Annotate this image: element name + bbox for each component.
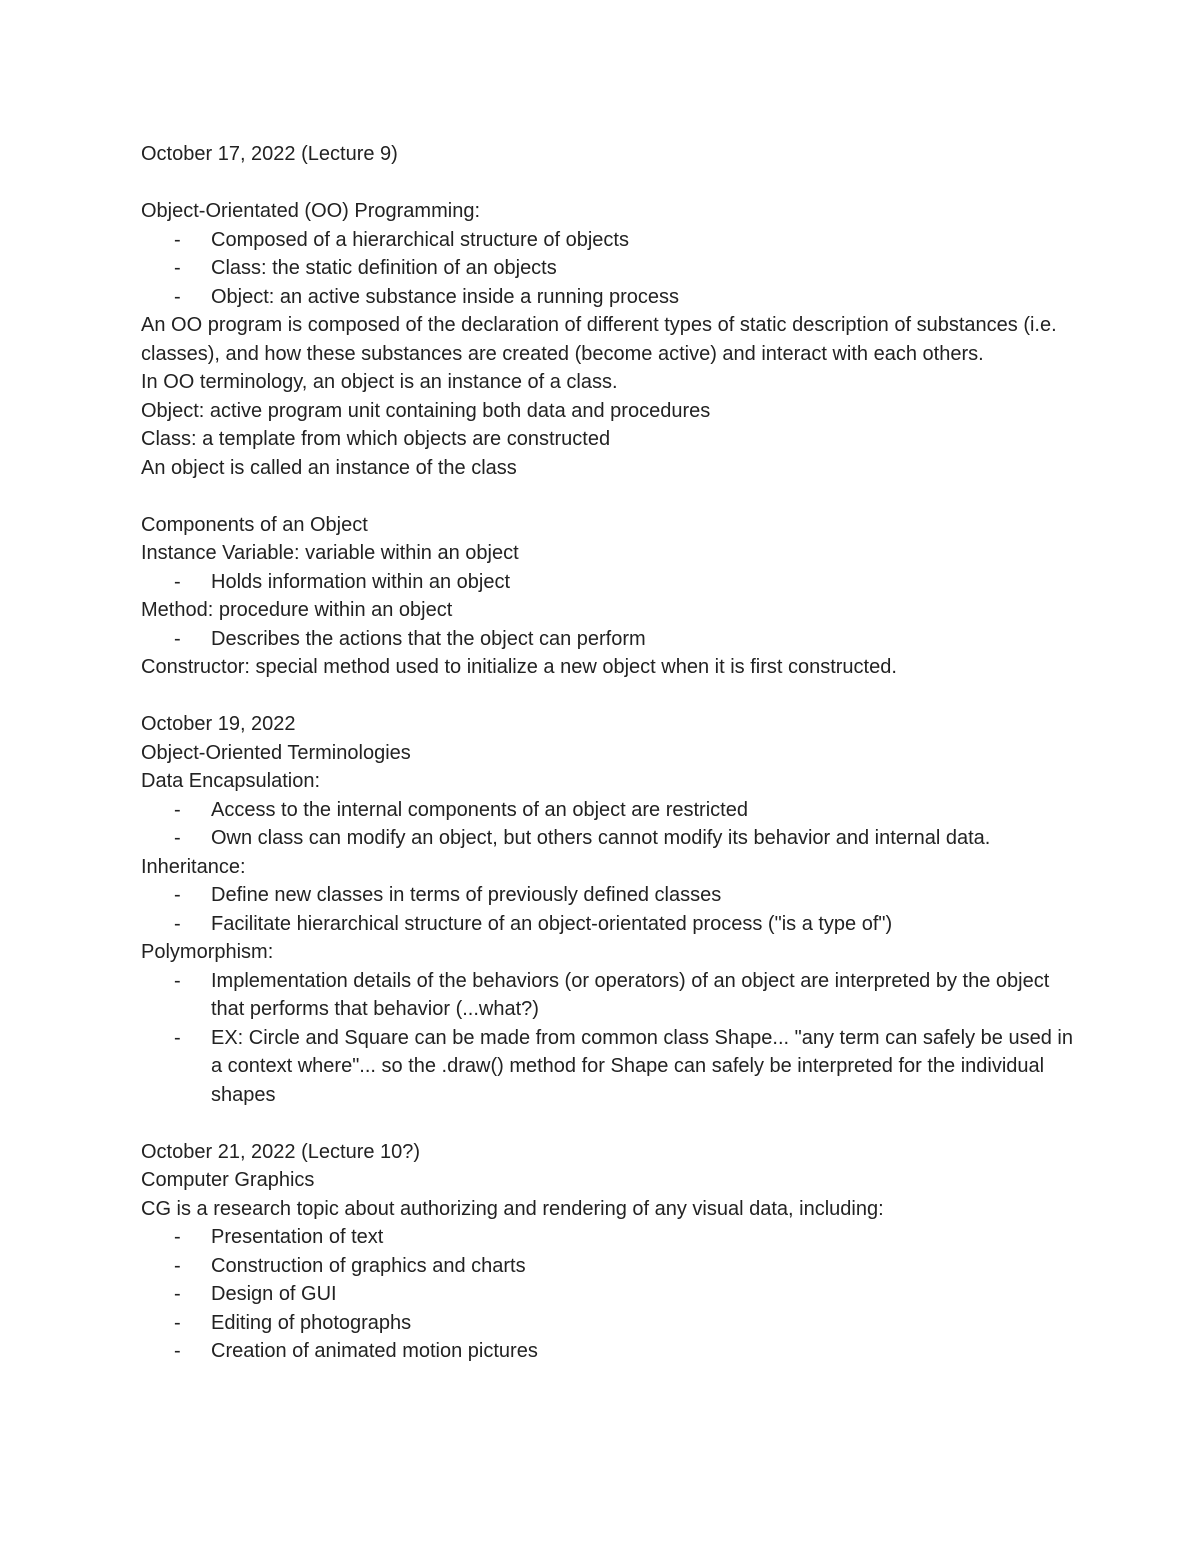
paragraph: Polymorphism: xyxy=(141,941,274,963)
bullet-dash: - xyxy=(174,627,181,650)
list-item xyxy=(141,1337,1081,1366)
list-item xyxy=(141,1223,1081,1252)
bullet-dash: - xyxy=(174,798,181,821)
bullet-dash: - xyxy=(174,1340,181,1362)
bullet-dash: - xyxy=(174,827,181,849)
paragraph: October 17, 2022 (Lecture 9) xyxy=(141,143,398,165)
paragraph: In OO terminology, an object is an instance of a class. xyxy=(141,371,618,393)
paragraph: Object: active program unit containing both data and procedures xyxy=(141,399,711,422)
paragraph: October 21, 2022 (Lecture 10?) xyxy=(141,1140,421,1163)
bullet-dash: - xyxy=(174,1311,181,1334)
paragraph: Object-Orientated (OO) Programming: xyxy=(141,200,480,222)
list-item-text: Editing of photographs xyxy=(211,1311,412,1334)
paragraph: Method: procedure within an object xyxy=(141,599,453,621)
paragraph: October 19, 2022 xyxy=(141,713,296,735)
blank-line xyxy=(141,682,1081,711)
bullet-dash: - xyxy=(174,228,181,251)
bullet-dash: - xyxy=(174,285,181,308)
bullet-dash: - xyxy=(174,1283,181,1305)
list-item-text: EX: Circle and Square can be made from common class Shape... "any term can safely be used in a context where"... so the .draw() method for Shape can safely be interpreted for the individual shapes xyxy=(211,1026,1073,1106)
list-item xyxy=(141,796,1081,825)
list-item-text: Class: the static definition of an objects xyxy=(211,257,557,279)
paragraph: Inheritance: xyxy=(141,855,246,878)
bullet-dash: - xyxy=(174,912,181,935)
list-item-text: Facilitate hierarchical structure of an object-orientated process ("is a type of") xyxy=(211,912,893,935)
bullet-dash: - xyxy=(174,969,181,992)
list-item-text: Presentation of text xyxy=(211,1226,384,1248)
list-item xyxy=(141,226,1081,255)
list-item-text: Access to the internal components of an object are restricted xyxy=(211,798,748,821)
paragraph: Object-Oriented Terminologies xyxy=(141,741,411,764)
list-item xyxy=(141,1309,1081,1338)
list-item-text: Object: an active substance inside a running process xyxy=(211,285,680,308)
paragraph: Instance Variable: variable within an object xyxy=(141,542,519,564)
bullet-dash: - xyxy=(174,884,181,906)
list-item-text: Holds information within an object xyxy=(211,570,511,593)
list-item xyxy=(141,625,1081,654)
list-item-text: Composed of a hierarchical structure of objects xyxy=(211,228,629,251)
paragraph: CG is a research topic about authorizing and rendering of any visual data, including: xyxy=(141,1197,884,1220)
paragraph: Computer Graphics xyxy=(141,1169,315,1191)
bullet-dash: - xyxy=(174,1254,181,1277)
list-item xyxy=(141,1024,1081,1110)
bullet-dash: - xyxy=(174,257,181,279)
list-item-text: Define new classes in terms of previously defined classes xyxy=(211,884,722,906)
list-item xyxy=(141,1280,1081,1309)
blank-line xyxy=(141,169,1081,198)
paragraph: Data Encapsulation: xyxy=(141,770,321,792)
list-item-text: Describes the actions that the object can perform xyxy=(211,627,646,650)
bullet-dash: - xyxy=(174,570,181,593)
list-item-text: Design of GUI xyxy=(211,1283,337,1305)
paragraph: An object is called an instance of the class xyxy=(141,456,517,479)
bullet-dash: - xyxy=(174,1226,181,1248)
paragraph: Constructor: special method used to initialize a new object when it is first constructed. xyxy=(141,656,897,678)
list-item xyxy=(141,283,1081,312)
list-item xyxy=(141,568,1081,597)
list-item xyxy=(141,1252,1081,1281)
list-item xyxy=(141,910,1081,939)
list-item xyxy=(141,967,1081,1024)
blank-line xyxy=(141,1109,1081,1138)
list-item-text: Own class can modify an object, but others cannot modify its behavior and internal data. xyxy=(211,827,991,849)
list-item xyxy=(141,881,1081,910)
document-page xyxy=(141,140,1081,1366)
blank-line xyxy=(141,482,1081,511)
list-item-text: Construction of graphics and charts xyxy=(211,1254,526,1277)
list-item xyxy=(141,254,1081,283)
paragraph: Components of an Object xyxy=(141,513,368,536)
list-item xyxy=(141,824,1081,853)
bullet-dash: - xyxy=(174,1026,181,1049)
list-item-text: Implementation details of the behaviors (or operators) of an object are interpreted by the object that performs that behavior (...what?) xyxy=(211,969,1050,1020)
paragraph: An OO program is composed of the declaration of different types of static description of substances (i.e. classes), and how these substances are created (become active) and interact with each others. xyxy=(141,314,1057,365)
list-item-text: Creation of animated motion pictures xyxy=(211,1340,538,1362)
paragraph: Class: a template from which objects are constructed xyxy=(141,428,611,450)
